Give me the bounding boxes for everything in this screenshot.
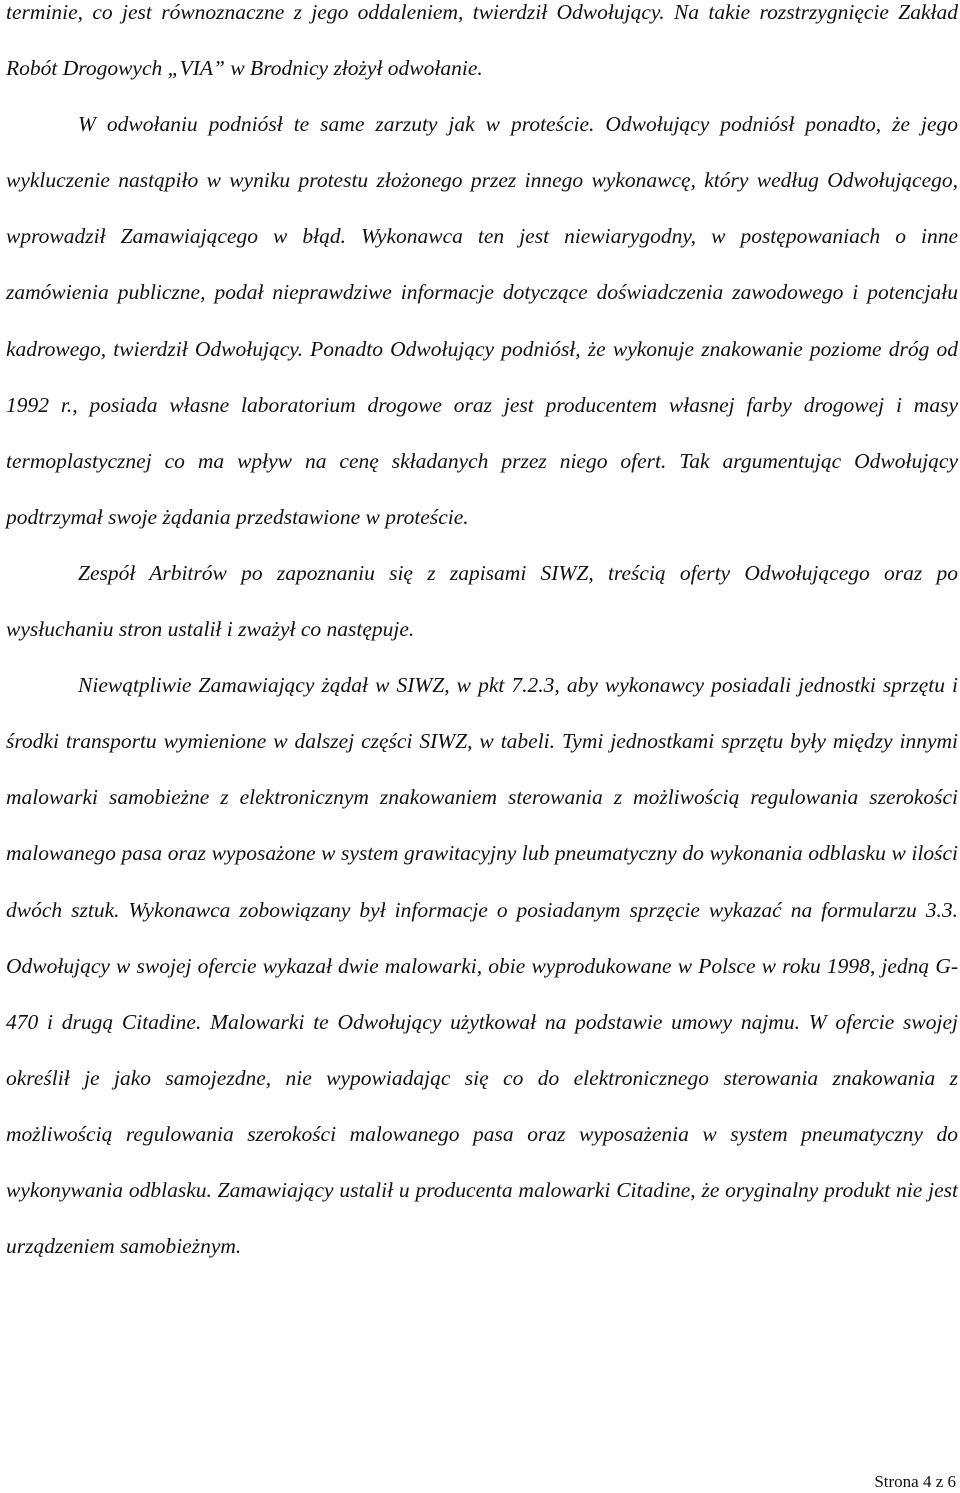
paragraph-continuation: terminie, co jest równoznaczne z jego oddaleniem, twierdził Odwołujący. Na takie rozstrzygnięcie Zakład Robót Drogowych „VIA” w Brodnicy złożył odwołanie. (6, 0, 958, 81)
paragraph-equipment-requirements: Niewątpliwie Zamawiający żądał w SIWZ, w pkt 7.2.3, aby wykonawcy posiadali jednostki sprzętu i środki transportu wymienione w dalszej części SIWZ, w tabeli. Tymi jednostkami sprzętu były między innymi malowarki samobieżne z elektronicznym znakowaniem sterowania z możliwością regulowania szerokości malowanego pasa oraz wyposażone w system grawitacyjny lub pneumatyczny do wykonania odblasku w ilości dwóch sztuk. Wykonawca zobowiązany był informacje o posiadanym sprzęcie wykazać na formularzu 3.3. Odwołujący w swojej ofercie wykazał dwie malowarki, obie wyprodukowane w Polsce w roku 1998, jedną G-470 i drugą Citadine. Malowarki te Odwołujący użytkował na podstawie umowy najmu. W ofercie swojej określił je jako samojezdne, nie wypowiadając się co do elektronicznego sterowania znakowania z możliwością regulowania szerokości malowanego pasa oraz wyposażenia w system pneumatyczny do wykonywania odblasku. Zamawiający ustalił u producenta malowarki Citadine, że oryginalny produkt nie jest urządzeniem samobieżnym. (6, 673, 958, 1259)
paragraph-arbitrators-findings: Zespół Arbitrów po zapoznaniu się z zapisami SIWZ, treścią oferty Odwołującego oraz po wysłuchaniu stron ustalił i zważył co następuje. (6, 560, 958, 642)
document-page (6, 0, 958, 1274)
paragraph-appeal-arguments: W odwołaniu podniósł te same zarzuty jak w proteście. Odwołujący podniósł ponadto, że jego wykluczenie nastąpiło w wyniku protestu złożonego przez innego wykonawcę, który według Odwołującego, wprowadził Zamawiającego w błąd. Wykonawca ten jest niewiarygodny, w postępowaniach o inne zamówienia publiczne, podał nieprawdziwe informacje dotyczące doświadczenia zawodowego i potencjału kadrowego, twierdził Odwołujący. Ponadto Odwołujący podniósł, że wykonuje znakowanie poziome dróg od 1992 r., posiada własne laboratorium drogowe oraz jest producentem własnej farby drogowej i masy termoplastycznej co ma wpływ na cenę składanych przez niego ofert. Tak argumentując Odwołujący podtrzymał swoje żądania przedstawione w proteście. (6, 112, 958, 529)
page-number: Strona 4 z 6 (874, 1472, 956, 1491)
